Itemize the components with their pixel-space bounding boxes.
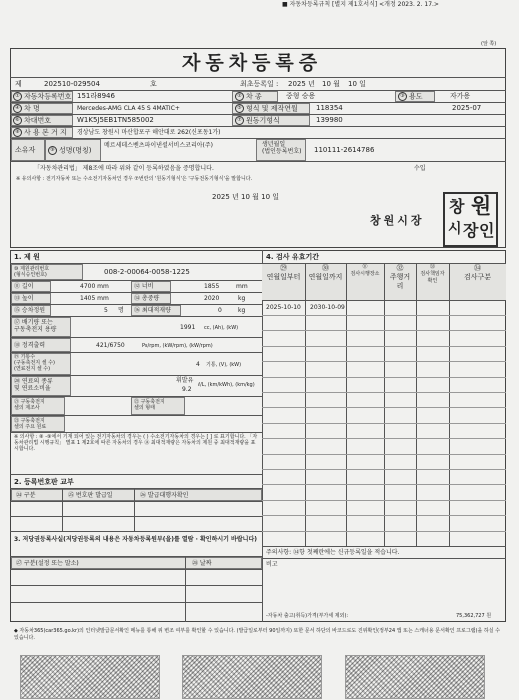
verification-barcode-2 xyxy=(182,655,322,699)
inspection-header-number: ㉛ xyxy=(362,264,368,270)
owner-label: 소유자 xyxy=(15,146,36,154)
rated-power-label: ⑱ 정격출력 xyxy=(14,342,46,349)
cert-no-suffix: 호 xyxy=(150,80,157,88)
plate-agent-header: ㉖ 발급대행자확인 xyxy=(140,492,189,499)
acquisition-price-value: 75,362,727 원 xyxy=(456,613,492,619)
seating-unit: 명 xyxy=(118,307,124,314)
mortgage-kind-header: ㉗ 구분(설정 또는 말소) xyxy=(16,560,79,567)
plate-kind-header: ㉔ 구분 xyxy=(16,492,36,499)
max-load-value: 0 xyxy=(218,307,222,314)
battery-maker-label: ㉑ 구동축전지 셀의 제조사 xyxy=(14,399,45,411)
height-label: ⑬ 높이 xyxy=(14,295,34,302)
inspection-header-4 xyxy=(384,264,416,300)
displacement-label: ⑰ 배기량 또는 구동축전지 용량 xyxy=(14,319,57,333)
rated-power-unit: Ps/rpm, (kW/rpm), (kW/rpm) xyxy=(142,343,213,349)
registration-number: 151라8946 xyxy=(77,92,115,100)
length-value: 4700 mm xyxy=(80,283,109,290)
inspection-header-3 xyxy=(346,264,384,300)
inspection-header-label: 검사구분 xyxy=(463,273,492,281)
gross-weight-value: 2020 xyxy=(204,295,220,302)
spec-section-title: 1. 제 원 xyxy=(14,253,40,261)
owner-name-label: ⑨ 성명(명칭) xyxy=(48,146,92,156)
inspection-header-6 xyxy=(449,264,506,300)
inspection-header-label: 검사시행장소 xyxy=(350,271,380,277)
fuel-type: 휘발유 xyxy=(176,377,194,384)
first-registration-month: 10 월 xyxy=(322,80,340,88)
fuel-efficiency: 9.2 xyxy=(182,386,192,393)
official-seal: 창 원 시 장 인 xyxy=(443,192,498,247)
verification-footer-note: ◆ 자동차365(car365.go.kr)의 인터넷발급문서확인 메뉴를 통해 위 변조 여부를 확인할 수 있습니다. (발급일로부터 90일까지) 또한 문서 하단의 바코드로도 진위확인(정부24 앱 또는 스캐너용 문서확인 프로그램)을 하실 수 있습니다. xyxy=(14,628,500,641)
owner-name: 메르세데스벤츠파이낸셜서비스코리아(주) xyxy=(104,142,214,149)
inspection-header-5 xyxy=(416,264,449,300)
manufacture-date: 2025-07 xyxy=(452,104,482,112)
vin-label: ⑥ 차대번호 xyxy=(13,116,51,126)
car-name-label: ④ 차 명 xyxy=(13,104,40,114)
cylinder-value: 4 xyxy=(196,361,200,368)
width-unit: mm xyxy=(236,283,248,290)
inspection-header-label: 연월일부터 xyxy=(266,273,301,281)
max-load-unit: kg xyxy=(238,307,246,314)
fee-label: 수입 xyxy=(414,165,426,172)
motor-type: 139980 xyxy=(316,116,343,124)
notice-first-row: 주의사항: ㉞항 첫째란에는 신규등록일을 적습니다. xyxy=(266,549,400,556)
plate-section-title: 2. 등록번호판 교부 xyxy=(14,478,74,486)
birth-label: 생년월일 (법인등록번호) xyxy=(262,141,302,155)
vehicle-type: 중형 승용 xyxy=(286,92,316,100)
base-location-label: ⑧ 사 용 본 거 지 xyxy=(13,128,67,138)
document-title: 자동차등록증 xyxy=(182,52,323,74)
issue-date: 2025 년 10 월 10 일 xyxy=(212,193,280,201)
corporate-registration-number: 110111-2614786 xyxy=(314,146,375,154)
base-location: 경상남도 창원시 마산합포구 해안대로 262(신포동1가) xyxy=(77,129,221,136)
remarks-label: 비고 xyxy=(266,561,278,568)
certificate-number: 202510-029504 xyxy=(44,80,100,88)
battery-shape-label: ㉒ 구동축전지 셀의 형태 xyxy=(134,399,165,411)
spec-mgmt-number: 008-2-00064-0058-1225 xyxy=(104,268,190,276)
cylinder-unit: 기통, (V), (kW) xyxy=(206,362,242,368)
inspection-header-number: ㉙ xyxy=(280,264,287,272)
vehicle-use: 자가용 xyxy=(450,92,471,100)
verification-barcode-3 xyxy=(345,655,485,699)
model-label: ⑤ 형식 및 제작연월 xyxy=(235,104,298,114)
first-registration-day: 10 일 xyxy=(348,80,366,88)
displacement-value: 1991 xyxy=(180,324,196,331)
rated-power-value: 421/6750 xyxy=(96,342,125,349)
width-label: ⑫ 너비 xyxy=(134,283,154,290)
inspection-header-number: ㉚ xyxy=(322,264,329,272)
gross-weight-unit: kg xyxy=(238,295,246,302)
form-reference-note: ■ 자동차등록규칙 [별지 제1호서식] <개정 2023. 2. 17.> xyxy=(282,1,439,8)
cylinder-label: ⑲ 기통수 (구동축전지 셀 수) (연료전지 셀 수) xyxy=(14,354,55,372)
page-side-label: (앞 쪽) xyxy=(481,41,497,47)
ev-notice: ※ 유의사항 : 전기자동차 또는 수소전기자동차인 경우 ⑦번란의 '원동기형식'은 '구동전동기형식'을 말합니다. xyxy=(16,176,253,182)
issuer-name: 창원시장 xyxy=(370,214,425,227)
vehicle-type-label: ② 차 종 xyxy=(235,92,262,102)
mortgage-section-title: 3. 저당권등록사실(저당권등록의 내용은 자동차등록원부(을)를 열람 · 확인하시기 바랍니다) xyxy=(14,536,257,543)
fuel-label: ⑳ 연료의 종류 및 연료소비율 xyxy=(14,378,53,392)
displacement-unit: cc, (Ah), (kW) xyxy=(204,325,239,331)
inspection-header-label: 주행거리 xyxy=(389,273,411,290)
verification-barcode-1 xyxy=(20,655,160,699)
length-label: ⑪ 길이 xyxy=(14,283,34,290)
fuel-efficiency-unit: ℓ/L, (km/kWh), (km/kg) xyxy=(198,382,255,388)
inspection-from-date: 2025-10-10 xyxy=(266,304,301,311)
inspection-header-number: ㉜ xyxy=(396,264,404,272)
inspection-header-number: ㉝ xyxy=(429,264,435,270)
acquisition-price-label: -자동차 출고(취득)가격(부가세 제외): xyxy=(266,613,349,619)
first-registration-year: 2025 년 xyxy=(288,80,315,88)
inspection-to-date: 2030-10-09 xyxy=(310,304,345,311)
certification-statement: 「자동차관리법」 제8조에 따라 위와 같이 등록하였음을 증명합니다. xyxy=(34,165,214,172)
spec-fine-print: ※ 의사항 : ⑧ -⑨에서 기재 되어 있는 전기자동차의 경우는 ( ) 수소전기자동차의 경우는 [ ] 로 표기합니다. 「자동차관리법 시행규칙」 별표 1 제2호에 따른 자동차의 경우 ⑭ 최대적재량은 자동차의 제원 중 최대적재량을 표시합니다. xyxy=(14,434,258,452)
max-load-label: ⑯ 최대적재량 xyxy=(134,307,171,314)
battery-material-label: ㉓ 구동축전지 셀의 주요 원료 xyxy=(14,418,47,430)
cert-no-prefix: 제 xyxy=(15,80,22,88)
first-registration-label: 최초등록일 : xyxy=(240,80,279,88)
spec-mgmt-label: ⑩ 제원관리번호 (형식승인번호) xyxy=(14,266,50,278)
model-code: 118354 xyxy=(316,104,343,112)
inspection-header-number: ㉞ xyxy=(474,264,481,272)
mortgage-date-header: ㉘ 날짜 xyxy=(192,560,212,567)
seating-value: 5 xyxy=(104,307,108,314)
use-label: ③ 용도 xyxy=(398,92,423,102)
inspection-header-label: 검사책임자확인 xyxy=(420,271,445,284)
plate-issue-date-header: ㉕ 번호판 발급일 xyxy=(68,492,113,499)
gross-weight-label: ⑭ 총중량 xyxy=(134,295,160,302)
motor-type-label: ⑦ 원동기형식 xyxy=(235,116,280,126)
height-value: 1405 mm xyxy=(80,295,109,302)
vin-number: W1K5J5EB1TN585002 xyxy=(77,116,154,124)
width-value: 1855 xyxy=(204,283,220,290)
car-name: Mercedes-AMG CLA 45 S 4MATIC+ xyxy=(77,105,180,112)
seating-label: ⑮ 승차정원 xyxy=(14,307,46,314)
inspection-header-1 xyxy=(262,264,305,300)
inspection-header-label: 연월일까지 xyxy=(308,273,343,281)
inspection-section-title: 4. 검사 유효기간 xyxy=(266,253,319,261)
reg-no-label: ① 자동차등록번호 xyxy=(13,92,71,102)
inspection-header-2 xyxy=(305,264,346,300)
